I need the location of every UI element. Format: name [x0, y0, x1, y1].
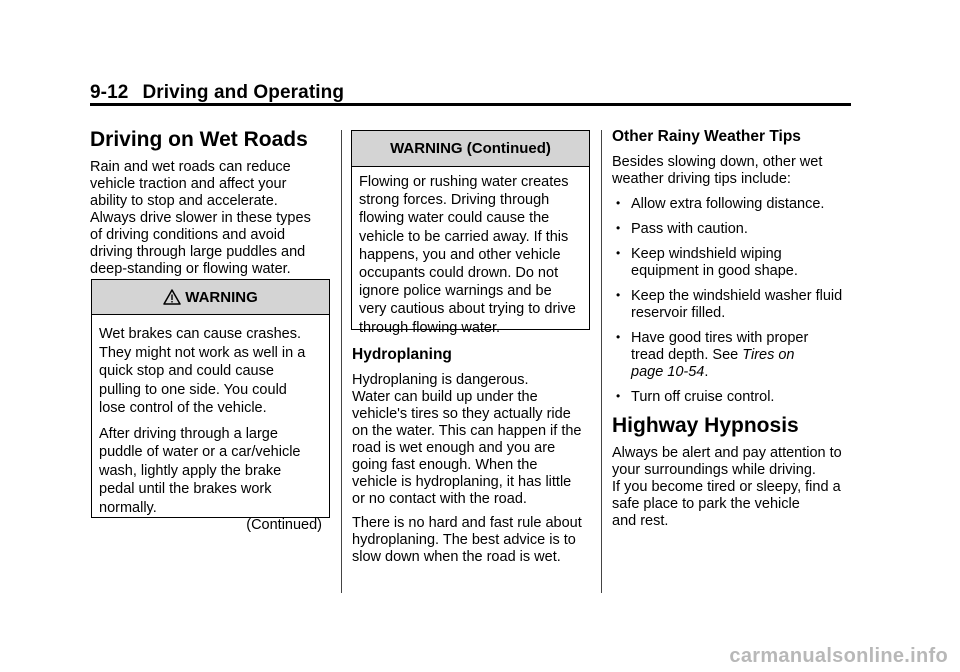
- text-line: of driving conditions and avoid: [90, 227, 286, 243]
- text-line: occupants could drown. Do not: [359, 265, 559, 282]
- text-line: driving through large puddles and: [90, 244, 306, 260]
- text-line: There is no hard and fast rule about: [352, 515, 582, 531]
- text-line: Wet brakes can cause crashes.: [99, 326, 302, 342]
- list-item: [612, 196, 857, 213]
- bullet-icon: •: [616, 196, 621, 210]
- column-1: [90, 128, 330, 278]
- text-line: wash, lightly apply the brake: [99, 462, 282, 479]
- text-line: Hydroplaning is dangerous.: [352, 372, 529, 388]
- warning-paragraph-2: [99, 425, 321, 518]
- text-line: tread depth. See: [631, 347, 743, 363]
- column-divider-2: [601, 130, 602, 593]
- text-line: normally.: [99, 499, 157, 516]
- text-line: Always drive slower in these types: [90, 210, 311, 226]
- highway-hypnosis-paragraph: [612, 445, 857, 530]
- column-3: [612, 128, 857, 530]
- text-line: Allow extra following distance.: [631, 196, 825, 212]
- text-line: strong forces. Driving through: [359, 192, 550, 209]
- heading-hydroplaning: Hydroplaning: [352, 346, 452, 363]
- warning-paragraph-1: [99, 325, 321, 418]
- section-title: Driving and Operating: [142, 82, 345, 103]
- text-line: Have good tires with proper: [631, 330, 809, 346]
- text-line: weather driving tips include:: [612, 171, 791, 187]
- column-2: [352, 346, 597, 566]
- text-line: Water can build up under the: [352, 389, 538, 405]
- text-line: flowing water could cause the: [359, 210, 550, 227]
- text-line: puddle of water or a car/vehicle: [99, 444, 301, 460]
- text-line: going fast enough. When the: [352, 457, 538, 473]
- text-line: Flowing or rushing water creates: [359, 174, 569, 190]
- text-line: slow down when the road is wet.: [352, 549, 561, 565]
- text-line: and rest.: [612, 513, 669, 529]
- text-line: Besides slowing down, other wet: [612, 154, 823, 170]
- list-item: [612, 288, 857, 322]
- heading-highway-hypnosis: Highway Hypnosis: [612, 414, 799, 437]
- warning-triangle-icon: [163, 289, 181, 305]
- text-line: equipment in good shape.: [631, 263, 798, 279]
- heading-driving-wet-roads: Driving on Wet Roads: [90, 128, 308, 151]
- page-header: [90, 82, 344, 104]
- text-line: very cautious about trying to drive: [359, 301, 576, 318]
- header-rule: [90, 103, 851, 106]
- warning-continued-header: [352, 131, 589, 167]
- heading-other-rainy-tips: Other Rainy Weather Tips: [612, 128, 801, 145]
- bullet-icon: •: [616, 221, 621, 235]
- text-line: or no contact with the road.: [352, 491, 527, 507]
- warning-box: [91, 279, 330, 533]
- text-line: through flowing water.: [359, 319, 501, 336]
- warning-body: [92, 315, 329, 517]
- text-line: ignore police warnings and be: [359, 283, 552, 300]
- warning-continued-body: [352, 167, 589, 337]
- list-item: [612, 246, 857, 280]
- rainy-tips-list: [612, 196, 857, 406]
- cross-reference-link[interactable]: Tires on: [742, 347, 795, 363]
- bullet-icon: •: [616, 389, 621, 403]
- text-line: Pass with caution.: [631, 221, 748, 237]
- text-line: vehicle to be carried away. If this: [359, 228, 569, 245]
- text-line: on the water. This can happen if the: [352, 423, 582, 439]
- list-item: [612, 389, 857, 406]
- text-line: vehicle's tires so they actually ride: [352, 406, 571, 422]
- text-line: reservoir filled.: [631, 305, 726, 321]
- text-line: ability to stop and accelerate.: [90, 193, 278, 209]
- hydroplaning-paragraph-1: [352, 372, 597, 508]
- text-line: safe place to park the vehicle: [612, 496, 800, 512]
- text-line: happens, you and other vehicle: [359, 246, 561, 263]
- text-line: Always be alert and pay attention to: [612, 445, 842, 461]
- bullet-icon: •: [616, 288, 621, 302]
- text-line: Keep the windshield washer fluid: [631, 288, 843, 304]
- text-line: your surroundings while driving.: [612, 462, 816, 478]
- page-number: 9-12: [90, 82, 129, 103]
- continued-note: (Continued): [246, 517, 322, 533]
- text-line: vehicle is hydroplaning, it has little: [352, 474, 572, 490]
- text-line: road is wet enough and you are: [352, 440, 556, 456]
- text-line: After driving through a large: [99, 425, 278, 442]
- text-line: .: [704, 364, 709, 380]
- text-line: lose control of the vehicle.: [99, 400, 267, 416]
- bullet-icon: •: [616, 330, 621, 344]
- text-line: deep-standing or flowing water.: [90, 261, 291, 277]
- bullet-icon: •: [616, 246, 621, 260]
- text-line: quick stop and could cause: [99, 363, 274, 379]
- text-line: vehicle traction and affect your: [90, 176, 287, 192]
- watermark: carmanualsonline.info: [729, 645, 948, 667]
- hydroplaning-paragraph-2: [352, 515, 597, 566]
- warning-title: WARNING: [185, 288, 258, 306]
- warning-continued-title: WARNING (Continued): [390, 140, 551, 157]
- text-line: Turn off cruise control.: [631, 389, 775, 405]
- text-line: Rain and wet roads can reduce: [90, 159, 291, 175]
- rainy-tips-intro: [612, 154, 857, 188]
- column-divider-1: [341, 130, 342, 593]
- wet-roads-intro: [90, 159, 330, 278]
- cross-reference-page[interactable]: page 10-54: [631, 364, 705, 380]
- text-line: They might not work as well in a: [99, 344, 306, 361]
- list-item: [612, 330, 857, 381]
- text-line: Keep windshield wiping: [631, 246, 782, 262]
- text-line: pulling to one side. You could: [99, 381, 287, 398]
- text-line: hydroplaning. The best advice is to: [352, 532, 576, 548]
- text-line: pedal until the brakes work: [99, 481, 272, 497]
- list-item: [612, 221, 857, 238]
- text-line: If you become tired or sleepy, find a: [612, 479, 841, 495]
- warning-continued-box: [351, 130, 590, 336]
- warning-header: [92, 280, 329, 315]
